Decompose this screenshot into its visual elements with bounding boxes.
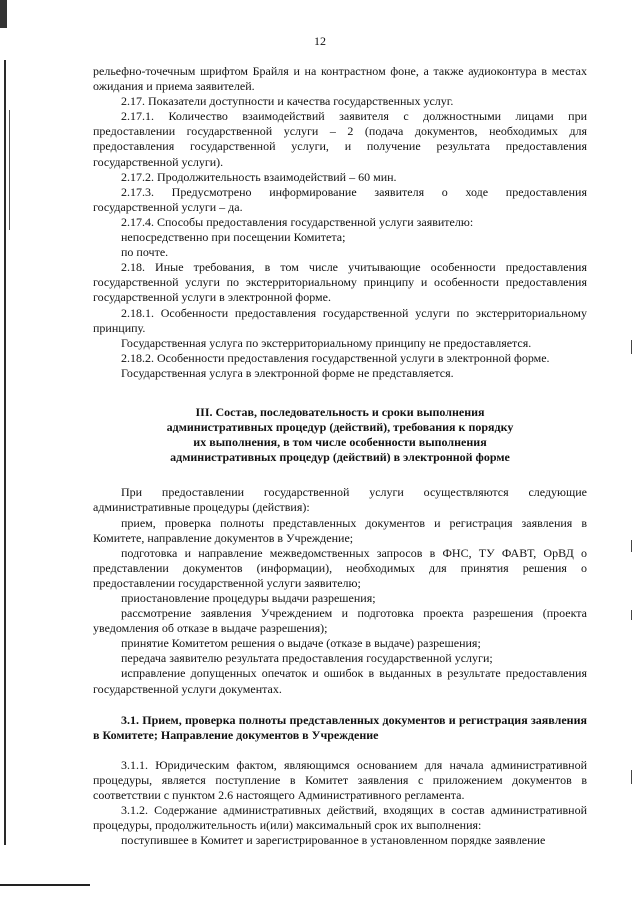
- paragraph: непосредственно при посещении Комитета;: [121, 230, 346, 245]
- scan-right-mark: [631, 340, 632, 354]
- list-item: принятие Комитетом решения о выдаче (отказе в выдаче) разрешения;: [121, 636, 481, 651]
- paragraph: При предоставлении государственной услуги осуществляются следующие административные процедуры (действия):: [93, 485, 587, 515]
- paragraph: поступившее в Комитет и зарегистрированное в установленном порядке заявление: [121, 833, 546, 848]
- paragraph: 3.1.1. Юридическим фактом, являющимся основанием для начала административной процедуры, является поступление в Комитет заявления с приложением документов в соответствии с пунктом 2.6 настоящего Административного регламента.: [93, 757, 587, 803]
- paragraph: по почте.: [121, 245, 169, 260]
- paragraph: 2.18.1. Особенности предоставления государственной услуги по экстерриториальному принципу.: [93, 305, 587, 335]
- paragraph: Государственная услуга в электронной форме не представляется.: [121, 365, 454, 380]
- section-heading-line: III. Состав, последовательность и сроки выполнения: [195, 404, 485, 419]
- section-heading-line: административных процедур (действий) в электронной форме: [170, 450, 510, 465]
- list-item: прием, проверка полноты представленных документов и регистрация заявления в Комитете, направление документов в Учреждение;: [93, 515, 587, 545]
- page-number: 12: [314, 34, 326, 48]
- paragraph: 2.17.3. Предусмотрено информирование заявителя о ходе предоставления государственной услуги – да.: [93, 184, 587, 214]
- list-item: подготовка и направление межведомственных запросов в ФНС, ТУ ФАВТ, ОрВД о представлении документов (информации), необходимых для принятия решения о предоставлении государственной услуги заявителю;: [93, 545, 587, 590]
- paragraph: 2.17.2. Продолжительность взаимодействий – 60 мин.: [121, 169, 397, 184]
- scan-right-mark: [631, 610, 632, 620]
- subsection-heading: 3.1. Прием, проверка полноты представленных документов и регистрация заявления в Комитете; Направление документов в Учреждение: [93, 712, 587, 742]
- paragraph: 2.17.1. Количество взаимодействий заявителя с должностными лицами при предоставлении государственной услуги – 2 (подача документов, необходимых для предоставления государственной услуги, и получение результата предоставления государственной услуги).: [93, 109, 587, 169]
- list-item: передача заявителю результата предоставления государственной услуги;: [121, 651, 493, 666]
- section-heading-line: их выполнения, в том числе особенности выполнения: [193, 435, 487, 450]
- footer-rule: [0, 884, 90, 886]
- document-body: [93, 64, 587, 848]
- paragraph: 2.17.4. Способы предоставления государственной услуги заявителю:: [121, 214, 474, 229]
- paragraph: 2.17. Показатели доступности и качества государственных услуг.: [121, 94, 454, 109]
- list-item: исправление допущенных опечаток и ошибок в выданных в результате предоставления государственной услуги документах.: [93, 666, 587, 696]
- scan-right-mark: [631, 770, 632, 784]
- paragraph: рельефно-точечным шрифтом Брайля и на контрастном фоне, а также аудиоконтура в местах ожидания и приема заявителей.: [93, 64, 587, 94]
- scan-right-mark: [631, 540, 632, 552]
- paragraph: 2.18. Иные требования, в том числе учитывающие особенности предоставления государственной услуги по экстерриториальному принципу и особенности предоставления государственной услуги в электронной форме.: [93, 260, 587, 305]
- section-heading: [93, 405, 587, 465]
- paragraph: Государственная услуга по экстерриториальному принципу не предоставляется.: [121, 335, 532, 350]
- list-item: рассмотрение заявления Учреждением и подготовка проекта разрешения (проекта уведомления об отказе в выдаче разрешения);: [93, 606, 587, 636]
- scan-edge-mark: [0, 0, 7, 28]
- scan-margin-line-inner: [9, 110, 10, 230]
- section-heading-line: административных процедур (действий), требования к порядку: [166, 420, 514, 435]
- scan-margin-line: [4, 60, 6, 845]
- list-item: приостановление процедуры выдачи разрешения;: [121, 591, 376, 605]
- paragraph: 3.1.2. Содержание административных действий, входящих в состав административной процедуры, продолжительность и(или) максимальный срок их выполнения:: [93, 803, 587, 833]
- paragraph: 2.18.2. Особенности предоставления государственной услуги в электронной форме.: [121, 350, 550, 365]
